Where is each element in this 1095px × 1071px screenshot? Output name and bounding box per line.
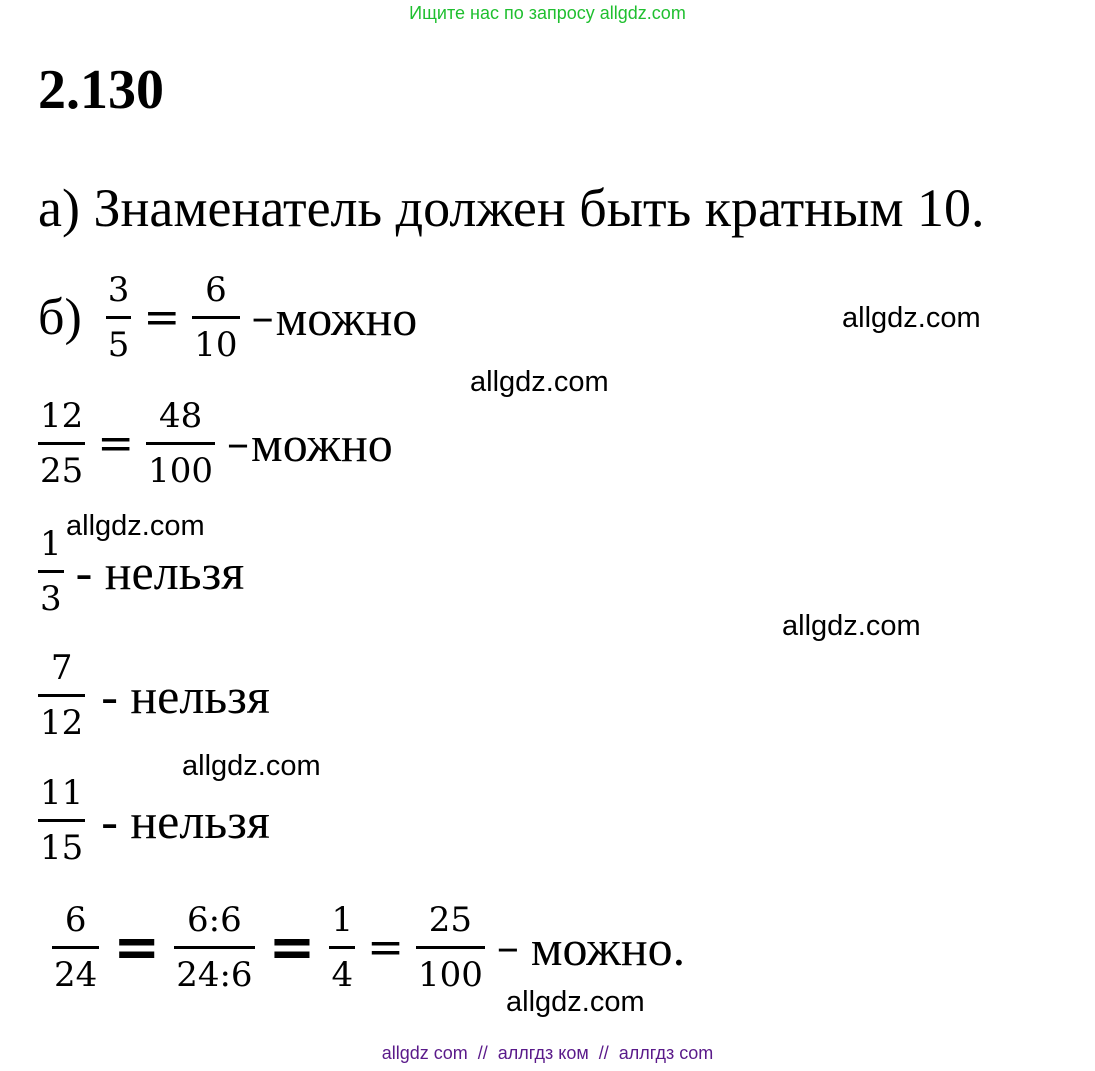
numerator: 1 [331, 900, 354, 940]
verdict-text: - нельзя [101, 792, 270, 849]
denominator: 5 [107, 325, 130, 365]
denominator: 4 [331, 955, 354, 995]
top-banner: Ищите нас по запросу allgdz.com [409, 3, 686, 23]
numerator: 25 [428, 900, 473, 940]
equals-sign: = [367, 922, 404, 973]
equals-sign: = [143, 292, 181, 343]
fraction [38, 648, 85, 743]
verdict-text: можно [275, 289, 418, 346]
fraction [146, 396, 215, 491]
fraction [106, 270, 132, 365]
denominator: 25 [40, 451, 84, 491]
bottom-banner: allgdz com // аллгдз ком // аллгдз com [381, 1043, 714, 1063]
numerator: 6 [205, 270, 227, 310]
equals-sign: = [113, 915, 161, 980]
denominator: 3 [40, 579, 62, 619]
numerator: 6:6 [187, 900, 242, 940]
denominator: 15 [40, 828, 84, 868]
numerator: 3 [107, 270, 130, 310]
fraction [174, 900, 254, 995]
numerator: 12 [40, 396, 84, 436]
part-b-row-6 [52, 900, 685, 995]
verdict-text: можно. [530, 919, 686, 976]
fraction [52, 900, 99, 995]
watermark: allgdz.com [782, 610, 921, 642]
fraction [38, 524, 64, 619]
denominator: 24 [54, 955, 98, 995]
watermark: allgdz.com [470, 366, 609, 398]
fraction [416, 900, 485, 995]
equals-sign: = [97, 418, 135, 469]
watermark: allgdz.com [842, 302, 981, 334]
fraction [329, 900, 355, 995]
watermark: allgdz.com [506, 986, 645, 1018]
part-b-row-1 [38, 270, 417, 365]
part-b-label: б) [38, 289, 82, 346]
dash: – [251, 292, 274, 343]
numerator: 1 [40, 524, 62, 564]
equals-sign: = [268, 915, 316, 980]
numerator: 11 [40, 773, 84, 813]
part-b-row-5 [38, 773, 270, 868]
numerator: 48 [158, 396, 203, 436]
fraction [38, 396, 85, 491]
watermark: allgdz.com [66, 510, 205, 542]
watermark: allgdz.com [182, 750, 321, 782]
verdict-text: - нельзя [75, 543, 245, 600]
part-b-row-2 [38, 396, 393, 491]
part-a-text: а) Знаменатель должен быть кратным 10. [38, 178, 985, 238]
denominator: 100 [148, 451, 214, 491]
verdict-text: - нельзя [101, 667, 270, 724]
problem-number: 2.130 [38, 59, 164, 121]
dash: – [227, 418, 250, 469]
fraction [38, 773, 85, 868]
fraction [192, 270, 239, 365]
verdict-text: можно [251, 415, 393, 472]
denominator: 100 [417, 955, 483, 995]
numerator: 6 [64, 900, 87, 940]
denominator: 24:6 [176, 955, 253, 995]
denominator: 10 [194, 325, 238, 365]
denominator: 12 [40, 703, 84, 743]
dash: – [496, 922, 519, 973]
numerator: 7 [50, 648, 73, 688]
part-b-row-4 [38, 648, 270, 743]
